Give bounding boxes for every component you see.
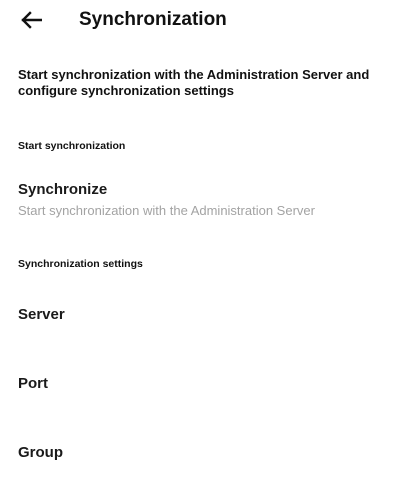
page-title: Synchronization <box>79 9 227 30</box>
synchronize-summary: Start synchronization with the Administration Server <box>18 203 315 218</box>
server-title: Server <box>18 306 65 323</box>
page-description: Start synchronization with the Administration Server and configure synchronization settings <box>18 67 370 98</box>
server-item[interactable] <box>0 285 417 345</box>
port-item[interactable] <box>0 354 417 414</box>
port-title: Port <box>18 375 48 392</box>
section-header-start-synchronization: Start synchronization <box>18 140 126 152</box>
section-header-synchronization-settings: Synchronization settings <box>18 258 143 270</box>
back-button[interactable] <box>14 6 48 34</box>
synchronize-item[interactable] <box>0 172 417 228</box>
synchronize-title: Synchronize <box>18 181 108 198</box>
arrow-left-icon <box>20 11 42 29</box>
group-item[interactable] <box>0 423 417 483</box>
group-title: Group <box>18 444 63 461</box>
app-bar <box>0 0 417 40</box>
